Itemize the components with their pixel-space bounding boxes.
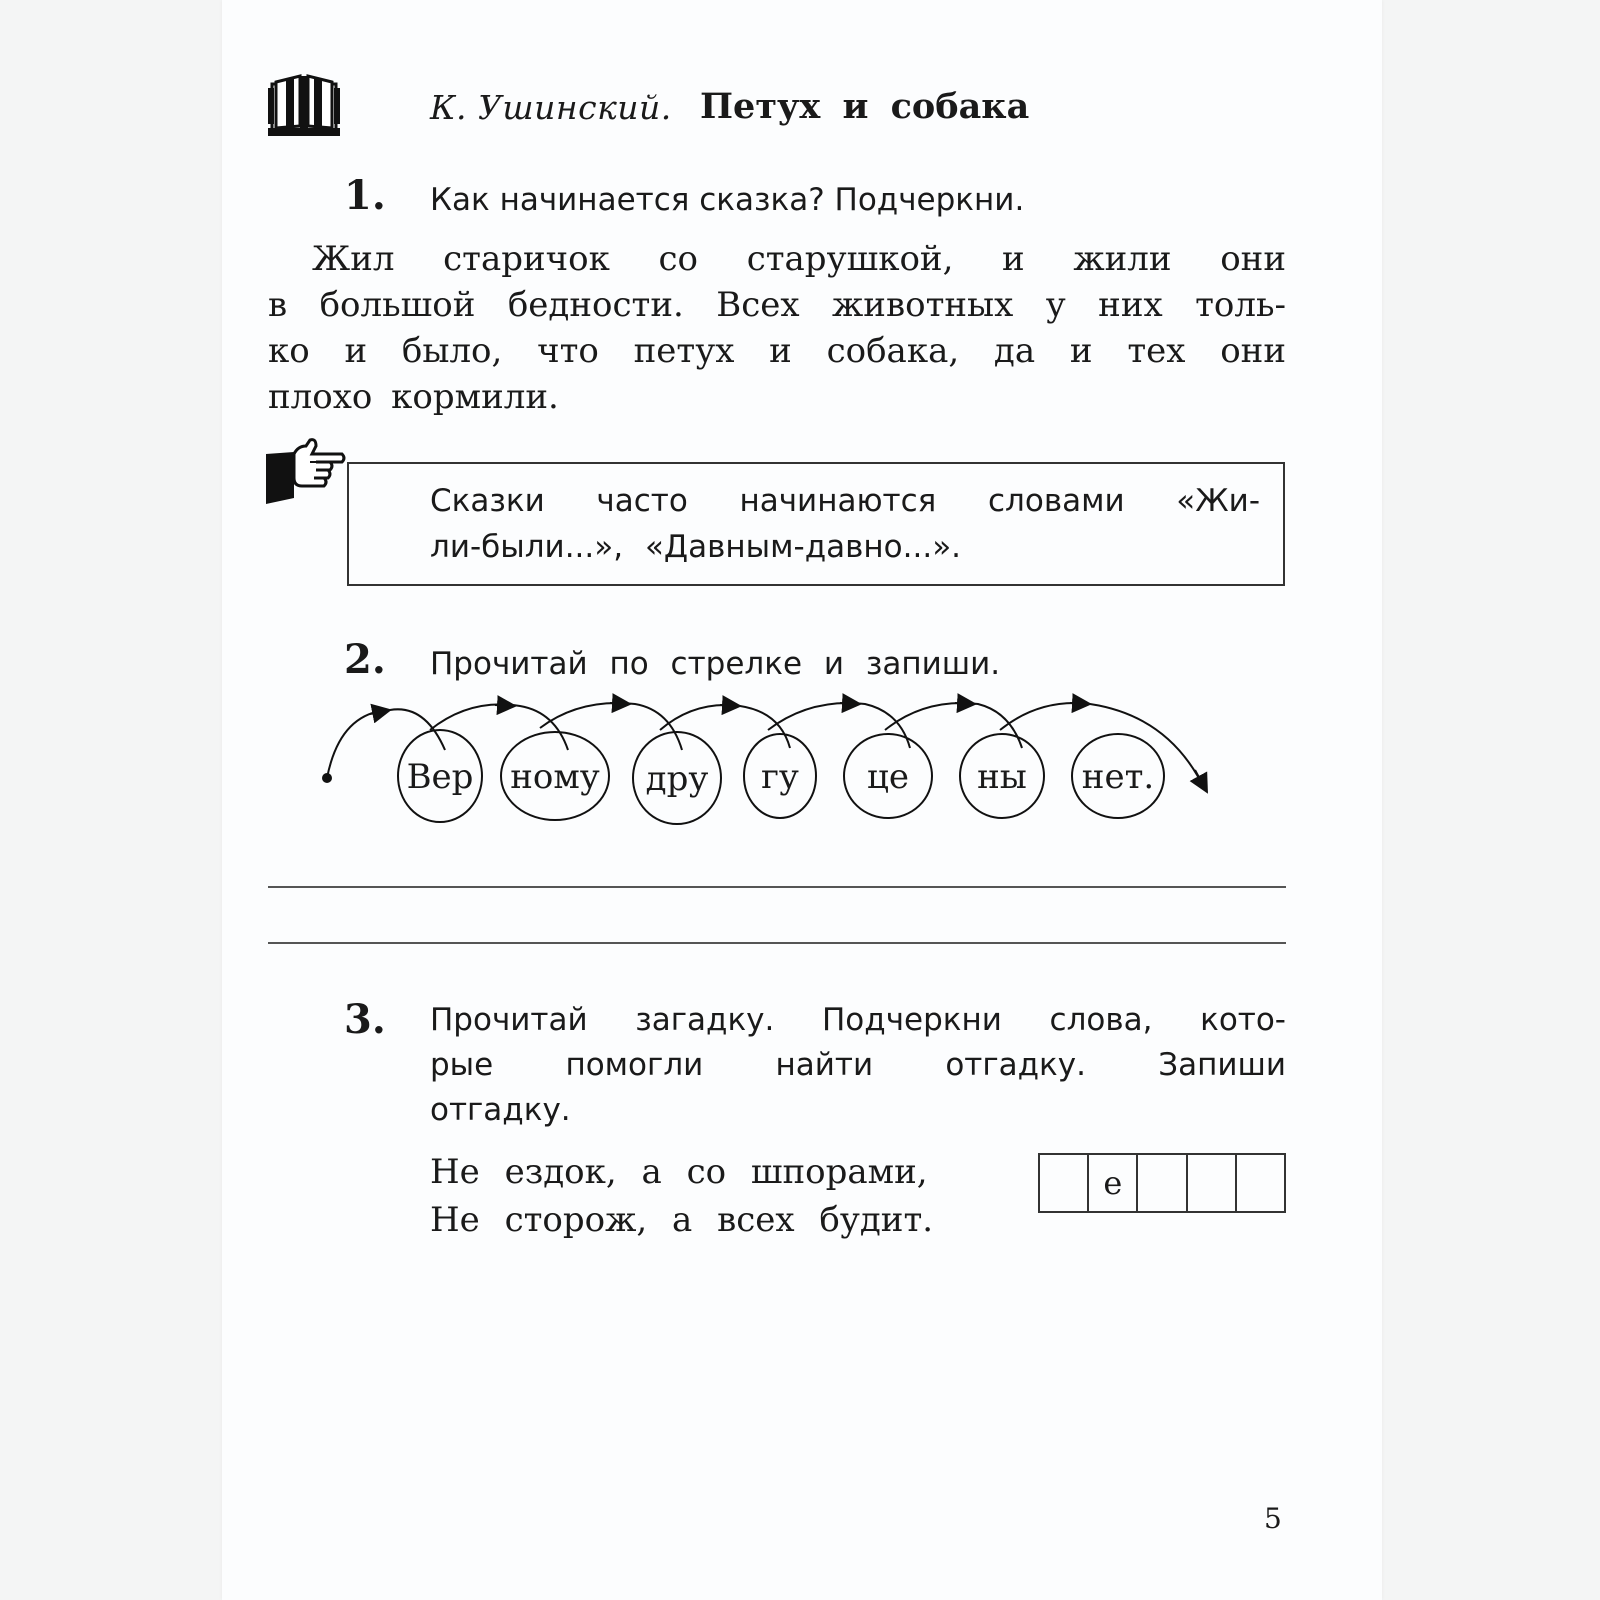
letter-box[interactable] xyxy=(1040,1155,1089,1211)
chain-arc xyxy=(540,703,682,750)
answer-line-1[interactable] xyxy=(268,886,1286,888)
syllable-chain xyxy=(310,690,1250,840)
task-1-number: 1. xyxy=(344,172,386,219)
letter-box[interactable] xyxy=(1138,1155,1187,1211)
riddle-text xyxy=(430,1148,933,1244)
syllable-6: ны xyxy=(977,757,1027,797)
syllable-7: нет. xyxy=(1081,757,1155,797)
task-1-instruction: Как начинается сказка? Подчеркни. xyxy=(430,182,1025,218)
chain-arc xyxy=(885,703,1022,748)
story-text xyxy=(268,236,1286,420)
author-name: К. Ушинский. xyxy=(430,88,672,127)
rule-line: Сказки часто начинаются словами «Жи- xyxy=(430,483,1260,519)
letter-box[interactable]: е xyxy=(1089,1155,1138,1211)
chain-arc xyxy=(430,704,568,750)
riddle-line: Не ездок, а со шпорами, xyxy=(430,1152,928,1192)
syllable-3: дру xyxy=(645,759,709,799)
answer-letter-boxes xyxy=(1038,1153,1286,1213)
syllable-2: ному xyxy=(510,757,600,797)
task-3-line: Прочитай загадку. Подчеркни слова, кото- xyxy=(430,1002,1286,1038)
story-line: Жил старичок со старушкой, и жили они xyxy=(312,239,1286,279)
riddle-line: Не сторож, а всех будит. xyxy=(430,1200,934,1240)
rule-text xyxy=(430,478,1260,570)
rule-line: ли-были...», «Давным-давно...». xyxy=(430,529,962,565)
answer-line-2[interactable] xyxy=(268,942,1286,944)
task-3-number: 3. xyxy=(344,996,386,1043)
page-number: 5 xyxy=(1264,1502,1282,1535)
letter-box[interactable] xyxy=(1237,1155,1284,1211)
letter-box[interactable] xyxy=(1188,1155,1237,1211)
task-3-line: рые помогли найти отгадку. Запиши xyxy=(430,1047,1286,1083)
syllable-5: це xyxy=(867,757,909,797)
syllable-1: Вер xyxy=(406,757,474,797)
task-2-number: 2. xyxy=(344,636,386,683)
task-3-line: отгадку. xyxy=(430,1092,571,1128)
task-2-instruction: Прочитай по стрелке и запиши. xyxy=(430,646,1001,682)
page-title: Петух и собака xyxy=(700,86,1030,127)
book-icon xyxy=(268,70,340,140)
story-line: плохо кормили. xyxy=(268,377,559,417)
task-3-instruction xyxy=(430,998,1286,1133)
pointing-hand-icon xyxy=(266,438,346,510)
chain-arc xyxy=(768,703,910,748)
story-line: ко и было, что петух и собака, да и тех они xyxy=(268,331,1286,371)
syllable-4: гу xyxy=(761,757,799,797)
story-line: в большой бедности. Всех животных у них толь- xyxy=(268,285,1286,325)
